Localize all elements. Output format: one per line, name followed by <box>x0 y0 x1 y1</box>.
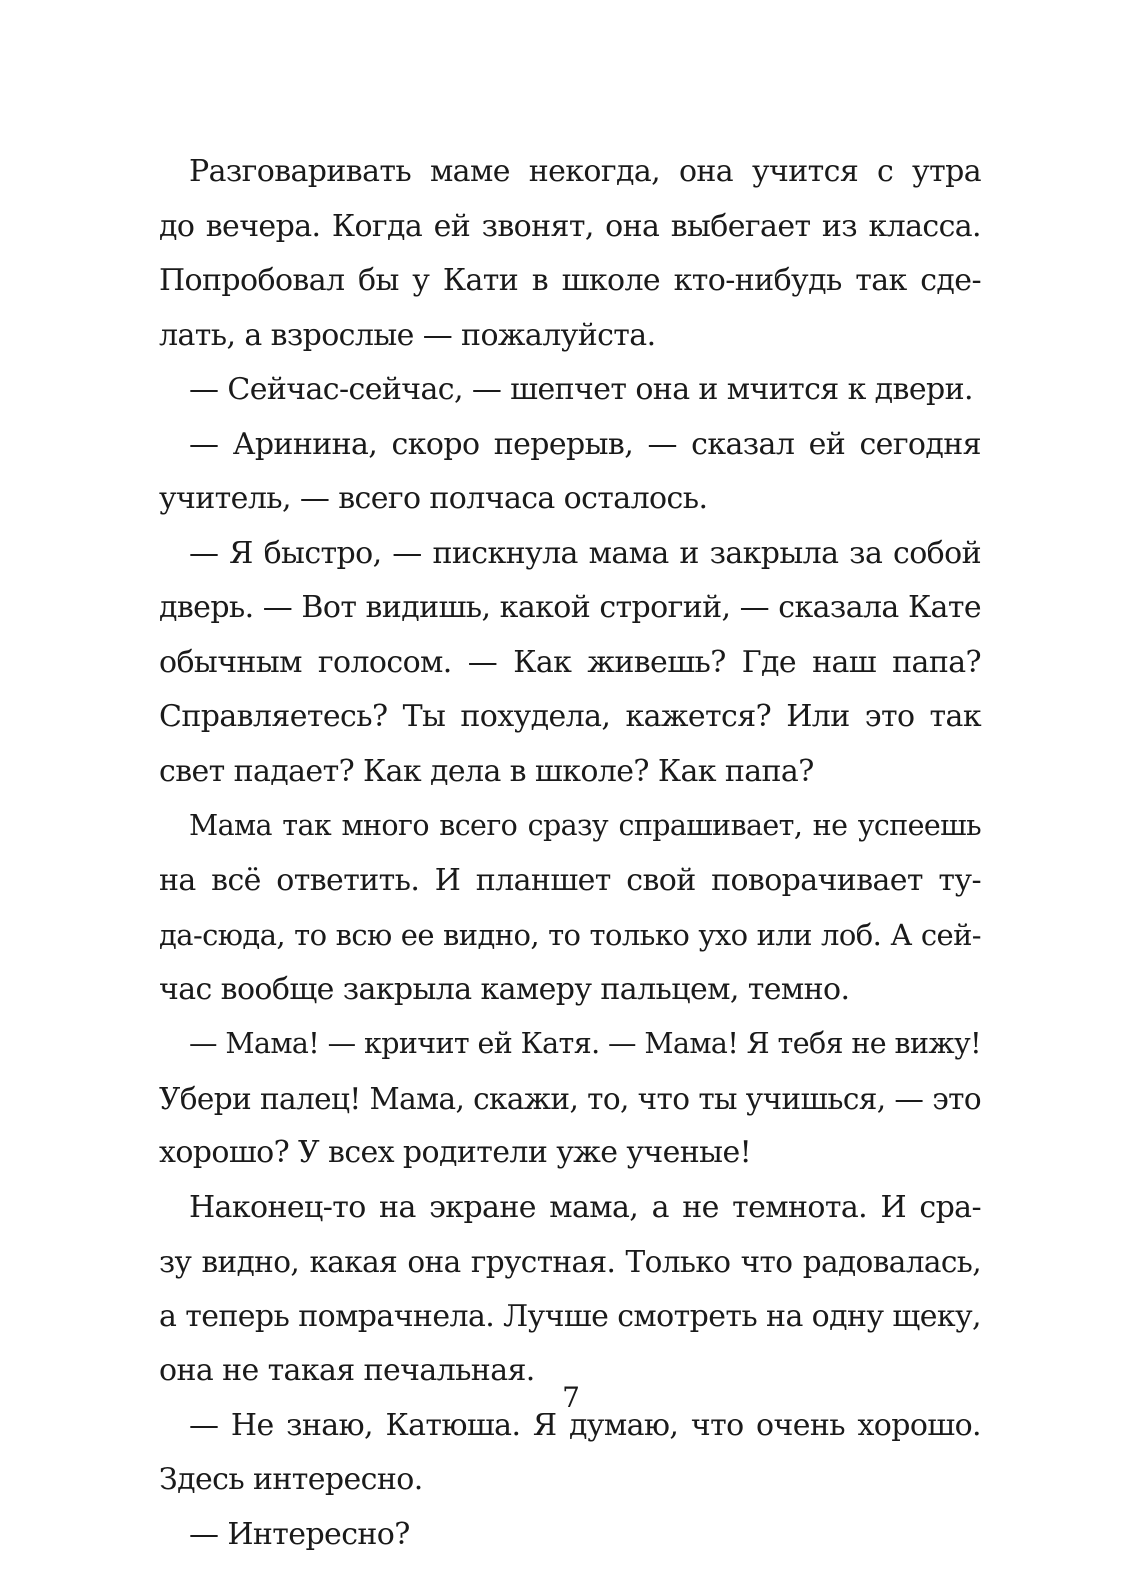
text-line: Мама так много всего сразу спрашивает, не успеешь <box>189 809 981 842</box>
text-line: до вечера. Когда ей звонят, она выбегает из класса. <box>159 208 981 244</box>
text-line: Наконец-то на экране мама, а не темнота. И сра- <box>189 1189 981 1225</box>
text-line: — Сейчас-сейчас, — шепчет она и мчится к двери. <box>189 372 973 407</box>
text-line: дверь. — Вот видишь, какой строгий, — сказала Кате <box>159 590 981 625</box>
text-line: — Не знаю, Катюша. Я думаю, что очень хорошо. <box>189 1407 981 1443</box>
text-line: — Я быстро, — пискнула мама и закрыла за собой <box>189 535 981 571</box>
text-line: — Мама! — кричит ей Катя. — Мама! Я тебя не вижу! <box>189 1027 981 1060</box>
text-line: лать, а взрослые — пожалуйста. <box>159 317 656 353</box>
body-text <box>159 145 981 1562</box>
text-line: обычным голосом. — Как живешь? Где наш папа? <box>159 644 981 680</box>
page-number: 7 <box>562 1381 580 1414</box>
text-line: учитель, — всего полчаса осталось. <box>159 481 708 516</box>
text-line: — Аринина, скоро перерыв, — сказал ей сегодня <box>189 426 981 462</box>
text-line: свет падает? Как дела в школе? Как папа? <box>159 753 814 789</box>
text-line: — Интересно? <box>189 1516 410 1552</box>
text-line: Разговаривать маме некогда, она учится с утра <box>189 154 981 189</box>
text-line: а теперь помрачнела. Лучше смотреть на одну щеку, <box>159 1298 981 1334</box>
text-line: хорошо? У всех родители уже ученые! <box>159 1135 752 1170</box>
text-line: зу видно, какая она грустная. Только что радовалась, <box>159 1245 981 1279</box>
text-line: да-сюда, то всю ее видно, то только ухо или лоб. А сей- <box>159 918 981 952</box>
text-line: час вообще закрыла камеру пальцем, темно. <box>159 971 850 1007</box>
text-line: она не такая печальная. <box>159 1353 535 1388</box>
text-line: Здесь интересно. <box>159 1462 423 1497</box>
text-line: на всё ответить. И планшет свой поворачивает ту- <box>159 862 981 898</box>
text-line: Попробовал бы у Кати в школе кто-нибудь так сде- <box>159 263 981 298</box>
text-line: Справляетесь? Ты похудела, кажется? Или это так <box>159 699 981 734</box>
text-line: Убери палец! Мама, скажи, то, что ты учишься, — это <box>159 1081 981 1116</box>
